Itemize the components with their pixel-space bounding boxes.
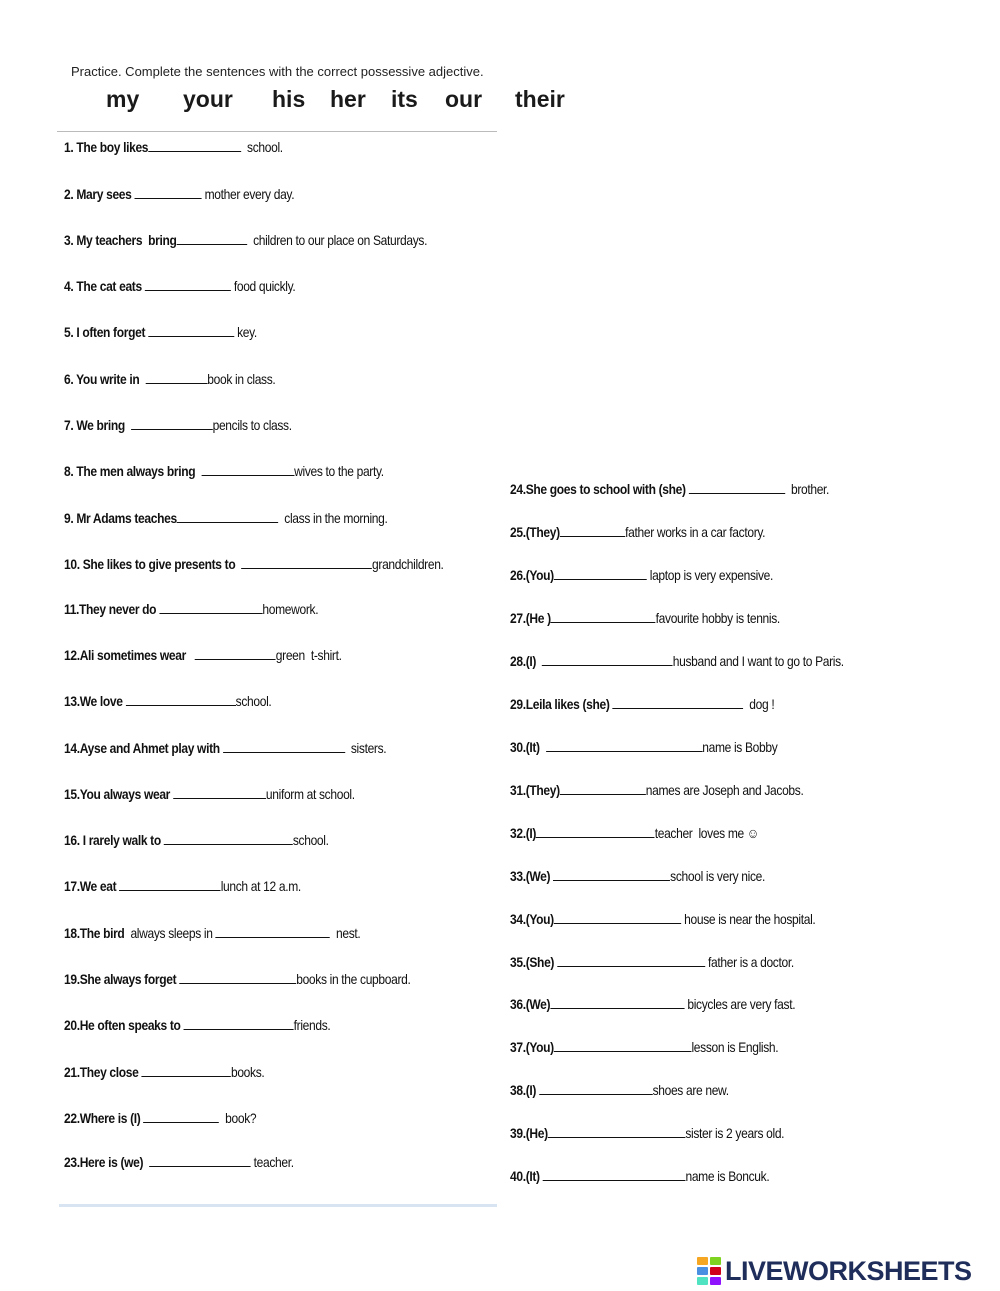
divider-top [57,131,497,132]
answer-blank-34[interactable] [554,911,681,924]
answer-blank-30[interactable] [546,739,703,752]
divider-bottom [59,1204,497,1207]
answer-blank-16[interactable] [164,832,293,845]
sentence-15: 15.You always wear uniform at school. [64,786,355,802]
sentence-29: 29.Leila likes (she) dog ! [510,696,775,712]
sentence-18: 18.The bird always sleeps in nest. [64,925,361,941]
answer-blank-31[interactable] [560,782,646,795]
word-bank-item: our [445,86,483,112]
answer-blank-24[interactable] [689,481,785,494]
word-bank-item: its [391,86,418,112]
answer-blank-21[interactable] [142,1064,231,1077]
sentence-26: 26.(You) laptop is very expensive. [510,567,773,583]
answer-blank-35[interactable] [557,954,705,967]
answer-blank-29[interactable] [613,696,744,709]
answer-blank-3[interactable] [177,232,248,245]
answer-blank-7[interactable] [131,417,213,430]
sentence-1: 1. The boy likes school. [64,139,283,155]
sentence-33: 33.(We) school is very nice. [510,868,766,884]
sentence-14: 14.Ayse and Ahmet play with sisters. [64,740,387,756]
sentence-23: 23.Here is (we) teacher. [64,1154,294,1170]
answer-blank-36[interactable] [550,996,684,1009]
sentence-25: 25.(They) father works in a car factory. [510,524,766,540]
sentence-12: 12.Ali sometimes wear green t-shirt. [64,647,342,663]
sentence-36: 36.(We) bicycles are very fast. [510,996,796,1012]
answer-blank-19[interactable] [179,971,296,984]
answer-blank-13[interactable] [126,693,236,706]
sentence-9: 9. Mr Adams teaches class in the morning. [64,510,388,526]
sentence-3: 3. My teachers bring children to our place on Saturdays. [64,232,428,248]
answer-blank-28[interactable] [542,653,673,666]
answer-blank-15[interactable] [173,786,266,799]
word-bank-item: his [272,86,306,112]
sentence-34: 34.(You) house is near the hospital. [510,911,816,927]
word-bank-item: her [330,86,366,112]
answer-blank-17[interactable] [119,878,220,891]
answer-blank-14[interactable] [223,740,345,753]
answer-blank-32[interactable] [536,825,655,838]
answer-blank-20[interactable] [184,1017,294,1030]
sentence-5: 5. I often forget key. [64,324,257,340]
sentence-10: 10. She likes to give presents to grandchildren. [64,556,444,572]
answer-blank-8[interactable] [201,463,294,476]
sentence-20: 20.He often speaks to friends. [64,1017,331,1033]
sentence-27: 27.(He ) favourite hobby is tennis. [510,610,780,626]
answer-blank-22[interactable] [143,1110,219,1123]
liveworksheets-logo [697,1254,972,1288]
answer-blank-11[interactable] [159,601,262,614]
answer-blank-25[interactable] [560,524,625,537]
sentence-40: 40.(It) name is Boncuk. [510,1168,770,1184]
sentence-21: 21.They close books. [64,1064,265,1080]
sentence-39: 39.(He) sister is 2 years old. [510,1125,785,1141]
answer-blank-5[interactable] [148,324,234,337]
sentence-19: 19.She always forget books in the cupboard. [64,971,411,987]
sentence-11: 11.They never do homework. [64,601,319,617]
sentence-6: 6. You write in book in class. [64,371,276,387]
sentence-4: 4. The cat eats food quickly. [64,278,296,294]
answer-blank-18[interactable] [216,925,330,938]
sentence-28: 28.(I) husband and I want to go to Paris. [510,653,844,669]
sentence-31: 31.(They) names are Joseph and Jacobs. [510,782,804,798]
answer-blank-12[interactable] [195,647,276,660]
sentence-13: 13.We love school. [64,693,272,709]
sentence-17: 17.We eat lunch at 12 a.m. [64,878,301,894]
instruction-text: Practice. Complete the sentences with the correct possessive adjective. [71,64,484,79]
answer-blank-2[interactable] [135,186,202,199]
answer-blank-1[interactable] [148,139,241,152]
sentence-7: 7. We bring pencils to class. [64,417,292,433]
answer-blank-38[interactable] [539,1082,653,1095]
answer-blank-4[interactable] [145,278,231,291]
word-bank-item: your [183,86,233,112]
sentence-16: 16. I rarely walk to school. [64,832,329,848]
sentence-37: 37.(You) lesson is English. [510,1039,779,1055]
sentence-24: 24.She goes to school with (she) brother. [510,481,830,497]
answer-blank-40[interactable] [543,1168,686,1181]
answer-blank-26[interactable] [554,567,647,580]
answer-blank-10[interactable] [241,556,372,569]
sentence-2: 2. Mary sees mother every day. [64,186,295,202]
word-bank-item: their [515,86,565,112]
sentence-38: 38.(I) shoes are new. [510,1082,729,1098]
sentence-35: 35.(She) father is a doctor. [510,954,794,970]
answer-blank-33[interactable] [553,868,670,881]
answer-blank-23[interactable] [149,1154,250,1167]
answer-blank-37[interactable] [554,1039,692,1052]
answer-blank-6[interactable] [145,371,207,384]
answer-blank-39[interactable] [548,1125,686,1138]
sentence-32: 32.(I) teacher loves me ☺ [510,825,759,841]
answer-blank-27[interactable] [551,610,656,623]
logo-text: LIVEWORKSHEETS [725,1255,972,1286]
word-bank-item: my [106,86,140,112]
answer-blank-9[interactable] [177,510,278,523]
sentence-22: 22.Where is (I) book? [64,1110,257,1126]
sentence-30: 30.(It) name is Bobby [510,739,778,755]
logo-blocks-icon [697,1257,721,1285]
sentence-8: 8. The men always bring wives to the party. [64,463,384,479]
